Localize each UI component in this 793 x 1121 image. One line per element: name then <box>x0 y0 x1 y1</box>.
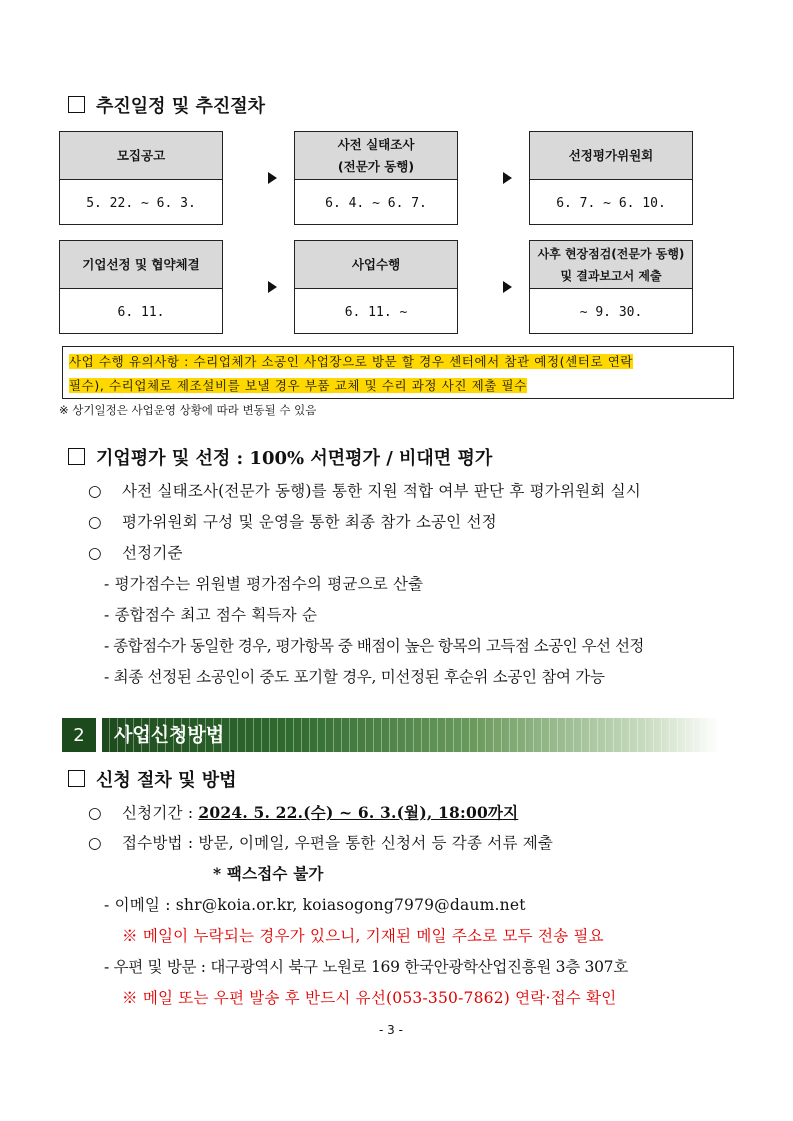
bullet-item: ○ 선정기준 <box>88 544 183 562</box>
checkbox-icon <box>68 770 85 787</box>
bullet-item: ○ 사전 실태조사(전문가 동행)를 통한 지원 적합 여부 판단 후 평가위원회 실시 <box>88 482 641 500</box>
section-banner <box>62 718 720 752</box>
notice-box <box>62 346 734 399</box>
application-method: ○ 접수방법 : 방문, 이메일, 우편을 통한 신청서 등 각종 서류 제출 <box>88 834 554 852</box>
circle-bullet-icon: ○ <box>88 834 102 852</box>
step-inspection <box>294 131 458 225</box>
step-date: 6. 11. <box>117 304 165 320</box>
step-date: ~ 9. 30. <box>579 304 643 320</box>
arrow-right-icon <box>503 172 512 184</box>
step-title: 모집공고 <box>60 132 222 180</box>
step-recruitment <box>59 131 223 225</box>
post-warning: ※ 메일 또는 우편 발송 후 반드시 유선(053-350-7862) 연락·접수 확인 <box>122 989 617 1007</box>
arrow-right-icon <box>268 172 277 184</box>
arrow-right-icon <box>503 281 512 293</box>
step-committee <box>529 131 693 225</box>
email-warning: ※ 메일이 누락되는 경우가 있으니, 기재된 메일 주소로 모두 전송 필요 <box>122 927 604 945</box>
step-date: 6. 7. ~ 6. 10. <box>556 195 666 211</box>
bullet-item: ○ 평가위원회 구성 및 운영을 통한 최종 참가 소공인 선정 <box>88 513 497 531</box>
step-selection <box>59 240 223 334</box>
section-title-application: 신청 절차 및 방법 <box>96 770 237 791</box>
post-line: - 우편 및 방문 : 대구광역시 북구 노원로 169 한국안광학산업진흥원 3층 307호 <box>104 958 628 976</box>
step-date: 5. 22. ~ 6. 3. <box>86 195 196 211</box>
step-title: 사전 실태조사 (전문가 동행) <box>295 132 457 180</box>
banner-title: 사업신청방법 <box>114 724 225 746</box>
step-title: 사후 현장점검(전문가 동행) 및 결과보고서 제출 <box>530 241 692 289</box>
notice-line-2: 필수), 수리업체로 제조설비를 보낼 경우 부품 교체 및 수리 과정 사진 제출 필수 <box>69 378 527 393</box>
page-number: - 3 - <box>379 1023 403 1037</box>
fax-note: * 팩스접수 불가 <box>213 864 324 883</box>
criteria-item: - 평가점수는 위원별 평가점수의 평균으로 산출 <box>104 575 424 593</box>
banner-bar <box>102 718 720 752</box>
banner-number: 2 <box>62 718 96 752</box>
email-line: - 이메일 : shr@koia.or.kr, koiasogong7979@daum.net <box>104 896 526 914</box>
step-title: 기업선정 및 협약체결 <box>60 241 222 289</box>
circle-bullet-icon: ○ <box>88 513 102 531</box>
checkbox-icon <box>68 96 85 113</box>
arrow-right-icon <box>268 281 277 293</box>
step-date: 6. 11. ~ <box>344 304 408 320</box>
step-date: 6. 4. ~ 6. 7. <box>325 195 427 211</box>
criteria-item: - 종합점수가 동일한 경우, 평가항목 중 배점이 높은 항목의 고득점 소공인 우선 선정 <box>104 637 644 655</box>
section-title-schedule: 추진일정 및 추진절차 <box>96 96 266 117</box>
notice-line-1: 사업 수행 유의사항 : 수리업체가 소공인 사업장으로 방문 할 경우 센터에서 참관 예정(센터로 연락 <box>69 354 634 369</box>
application-period: ○ 신청기간 : 2024. 5. 22.(수) ~ 6. 3.(월), 18:00까지 <box>88 803 519 822</box>
criteria-item: - 종합점수 최고 점수 획득자 순 <box>104 606 318 624</box>
circle-bullet-icon: ○ <box>88 482 102 500</box>
section-title-evaluation: 기업평가 및 선정 : 100% 서면평가 / 비대면 평가 <box>96 448 493 469</box>
period-value: 2024. 5. 22.(수) ~ 6. 3.(월), 18:00까지 <box>198 803 519 822</box>
step-title: 사업수행 <box>295 241 457 289</box>
circle-bullet-icon: ○ <box>88 544 102 562</box>
step-execution <box>294 240 458 334</box>
schedule-note: ※ 상기일정은 사업운영 상황에 따라 변동될 수 있음 <box>59 403 317 417</box>
criteria-item: - 최종 선정된 소공인이 중도 포기할 경우, 미선정된 후순위 소공인 참여 가능 <box>104 668 605 686</box>
step-followup <box>529 240 693 334</box>
step-title: 선정평가위원회 <box>530 132 692 180</box>
checkbox-icon <box>68 448 85 465</box>
circle-bullet-icon: ○ <box>88 804 102 822</box>
